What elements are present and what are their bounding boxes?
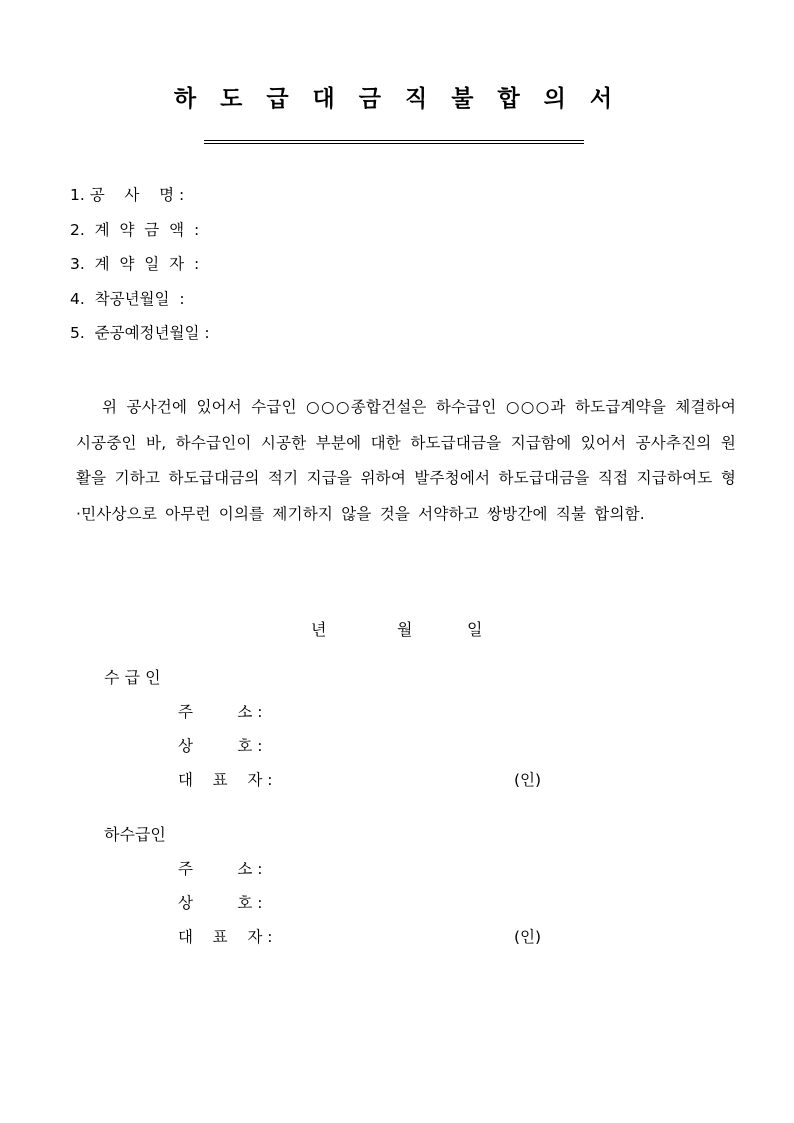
contractor-representative-label: 대 표 자 :: [178, 771, 273, 789]
subcontractor-address-label: 주 소 :: [178, 860, 263, 878]
date-day-label: 일: [467, 620, 483, 639]
field-start-date: 4. 착공년월일 :: [70, 289, 185, 308]
subcontractor-company-label: 상 호 :: [178, 894, 263, 912]
contractor-address-label: 주 소 :: [178, 703, 263, 721]
subcontractor-seal-mark: (인): [514, 928, 542, 946]
title-double-underline: [204, 140, 584, 144]
contract-info-list: [70, 183, 210, 356]
contractor-heading: 수 급 인: [104, 668, 161, 687]
contractor-company-label: 상 호 :: [178, 737, 263, 755]
subcontractor-heading: 하수급인: [104, 825, 166, 844]
field-contract-date: 3. 계 약 일 자 :: [70, 255, 200, 273]
field-completion-date: 5. 준공예정년월일 :: [70, 324, 210, 342]
subcontractor-representative-label: 대 표 자 :: [178, 928, 273, 946]
field-contract-amount: 2. 계 약 금 액 :: [70, 220, 200, 239]
field-project-name: 1. 공 사 명 :: [70, 186, 185, 204]
document-title: 하 도 급 대 금 직 불 합 의 서: [173, 86, 621, 112]
contractor-seal-mark: (인): [514, 771, 542, 789]
agreement-body: 위 공사건에 있어서 수급인 ○○○종합건설은 하수급인 ○○○과 하도급계약을 체결하여 시공중인 바, 하수급인이 시공한 부분에 대한 하도급대금을 지급함에 있어서 공사추진의 원활을 기하고 하도급대금의 적기 지급을 위하여 발주청에서 하도급대금을 직접 지급하여도 형·민사상으로 아무런 이의를 제기하지 않을 것을 서약하고 쌍방간에 직불 합의함.: [76, 398, 736, 523]
date-month-label: 월: [397, 620, 413, 639]
date-year-label: 년: [311, 620, 327, 639]
